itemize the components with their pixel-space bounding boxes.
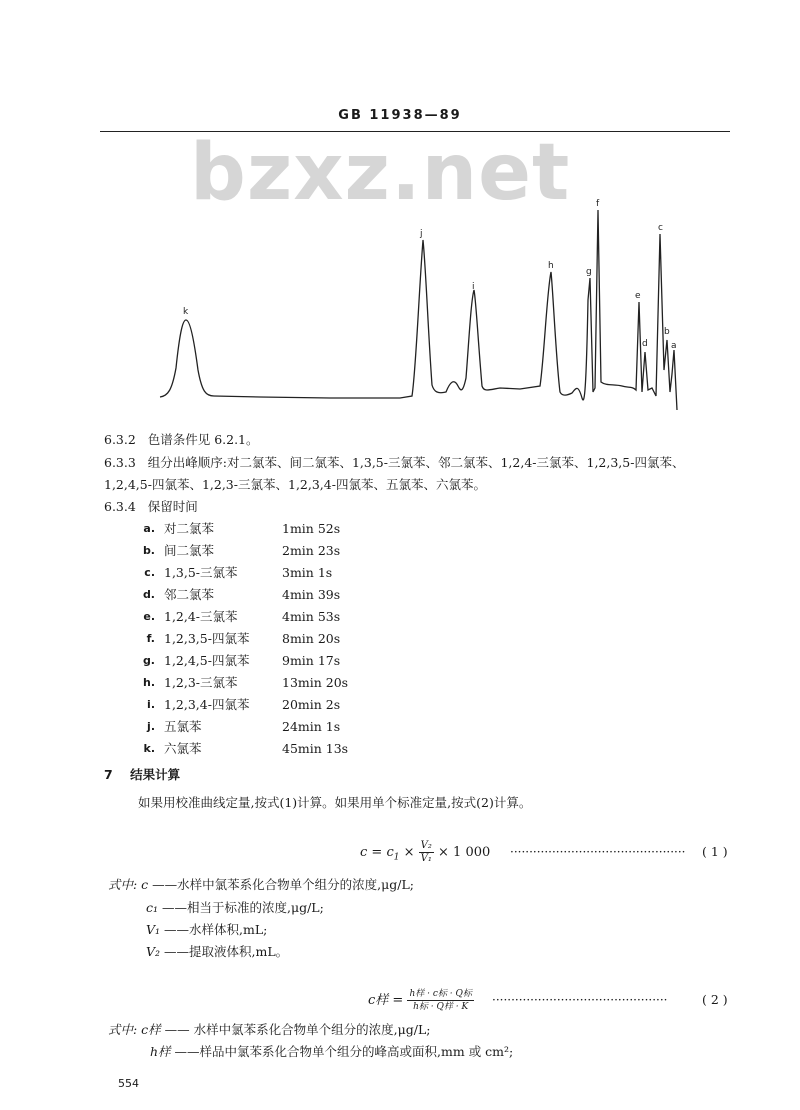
retention-time: 1min 52s <box>282 521 341 536</box>
retention-letter: g. <box>142 654 155 667</box>
section-number: 7 <box>104 767 113 782</box>
equation-1 <box>360 840 490 866</box>
retention-name: 1,3,5-三氯苯 <box>164 565 238 580</box>
definition-text: —— 水样中氯苯系化合物单个组分的浓度,μg/L; <box>164 1022 431 1037</box>
definition-text: ——相当于标准的浓度,μg/L; <box>162 900 324 915</box>
eq2-fraction <box>407 988 473 1013</box>
peak-label-e: e <box>635 291 641 301</box>
eq1-denominator: V₁ <box>420 853 432 864</box>
section-text: 色谱条件见 6.2.1。 <box>147 432 259 447</box>
definition-row <box>108 1022 430 1038</box>
definition-row <box>146 900 324 916</box>
retention-letter: j. <box>147 720 155 733</box>
retention-time: 20min 2s <box>282 697 341 712</box>
peak-label-c: c <box>658 223 663 233</box>
section-number: 6.3.4 <box>104 499 136 514</box>
retention-letter: d. <box>142 588 155 601</box>
retention-letter: b. <box>142 544 155 557</box>
eq1-leader-dots: ·············································· <box>510 845 686 859</box>
document-header: GB 11938—89 <box>338 108 462 123</box>
section-6-3-4 <box>104 499 198 515</box>
eq1-numerator: V₂ <box>420 840 432 851</box>
retention-time: 2min 23s <box>282 543 341 558</box>
retention-time: 13min 20s <box>282 675 349 690</box>
section-6-3-3 <box>104 455 684 471</box>
peak-label-a: a <box>671 341 677 351</box>
chromatogram-trace <box>160 210 677 410</box>
retention-name: 五氯苯 <box>164 719 202 734</box>
eq1-tag: ( 1 ) <box>702 844 728 859</box>
definition-symbol: V₂ <box>146 944 161 959</box>
definition-row <box>146 922 267 938</box>
eq1-fraction <box>419 840 434 865</box>
retention-time: 3min 1s <box>282 565 333 580</box>
retention-letter: c. <box>144 566 155 579</box>
retention-letter: k. <box>143 742 155 755</box>
section-text: 组分出峰顺序:对二氯苯、间二氯苯、1,3,5-三氯苯、邻二氯苯、1,2,4-三氯苯、1,2,3,5-四氯苯、 <box>147 455 685 470</box>
retention-name: 1,2,3,4-四氯苯 <box>164 697 250 712</box>
peak-label-h: h <box>548 261 554 271</box>
eq1-lhs-sub: 1 <box>393 852 400 863</box>
definition-symbol: h样 <box>150 1044 171 1059</box>
section-number: 6.3.2 <box>104 432 136 447</box>
retention-letter: e. <box>143 610 155 623</box>
definition-symbol: c₁ <box>146 900 159 915</box>
retention-name: 对二氯苯 <box>164 521 215 536</box>
retention-name: 1,2,4-三氯苯 <box>164 609 238 624</box>
definition-row <box>108 877 414 893</box>
eq2-denominator: h标 · Q样 · K <box>413 1002 469 1012</box>
definition-symbol: 式中: c样 <box>108 1022 161 1037</box>
section-title: 结果计算 <box>130 767 181 782</box>
retention-name: 六氯苯 <box>164 741 202 756</box>
definition-text: ——水样中氯苯系化合物单个组分的浓度,μg/L; <box>152 877 414 892</box>
eq2-leader-dots: ·············································· <box>492 993 668 1007</box>
retention-time: 9min 17s <box>282 653 341 668</box>
page-number: 554 <box>118 1077 139 1090</box>
peak-label-k: k <box>183 307 189 317</box>
retention-letter: a. <box>143 522 155 535</box>
retention-name: 1,2,3-三氯苯 <box>164 675 238 690</box>
definition-symbol: 式中: c <box>108 877 149 892</box>
retention-time: 4min 39s <box>282 587 341 602</box>
retention-time: 24min 1s <box>282 719 341 734</box>
definition-row <box>146 944 288 960</box>
definition-text: ——提取液体积,mL。 <box>164 944 289 959</box>
eq1-times: × <box>403 845 415 860</box>
eq2-lhs: c样 = <box>368 993 404 1008</box>
peak-label-d: d <box>642 339 648 349</box>
retention-name: 1,2,4,5-四氯苯 <box>164 653 250 668</box>
peak-label-b: b <box>664 327 670 337</box>
retention-letter: i. <box>147 698 155 711</box>
eq2-tag: ( 2 ) <box>702 992 728 1007</box>
section-title: 保留时间 <box>147 499 198 514</box>
definition-row <box>150 1044 513 1060</box>
equation-2 <box>368 988 474 1013</box>
section-7-intro: 如果用校准曲线定量,按式(1)计算。如果用单个标准定量,按式(2)计算。 <box>138 795 532 810</box>
definition-symbol: V₁ <box>146 922 161 937</box>
retention-name: 邻二氯苯 <box>164 587 215 602</box>
watermark: bzxz.net <box>190 128 571 218</box>
peak-label-g: g <box>586 267 592 277</box>
peak-label-i: i <box>472 282 475 292</box>
eq2-numerator: h样 · c标 · Q标 <box>409 989 472 999</box>
section-number: 6.3.3 <box>104 455 136 470</box>
retention-name: 间二氯苯 <box>164 543 215 558</box>
section-7-heading <box>104 767 180 783</box>
chromatogram <box>0 0 800 430</box>
peak-label-f: f <box>596 199 600 209</box>
definition-text: ——水样体积,mL; <box>164 922 268 937</box>
retention-time: 45min 13s <box>282 741 349 756</box>
section-6-3-2 <box>104 432 259 448</box>
retention-time: 4min 53s <box>282 609 341 624</box>
retention-time: 8min 20s <box>282 631 341 646</box>
retention-letter: h. <box>142 676 155 689</box>
peak-label-j: j <box>420 229 423 239</box>
section-6-3-3-cont: 1,2,4,5-四氯苯、1,2,3-三氯苯、1,2,3,4-四氯苯、五氯苯、六氯苯。 <box>104 477 486 492</box>
eq1-tail: × 1 000 <box>438 845 491 860</box>
retention-letter: f. <box>146 632 155 645</box>
eq1-lhs: c = c <box>360 845 394 860</box>
definition-text: ——样品中氯苯系化合物单个组分的峰高或面积,mm 或 cm²; <box>174 1044 514 1059</box>
retention-name: 1,2,3,5-四氯苯 <box>164 631 250 646</box>
